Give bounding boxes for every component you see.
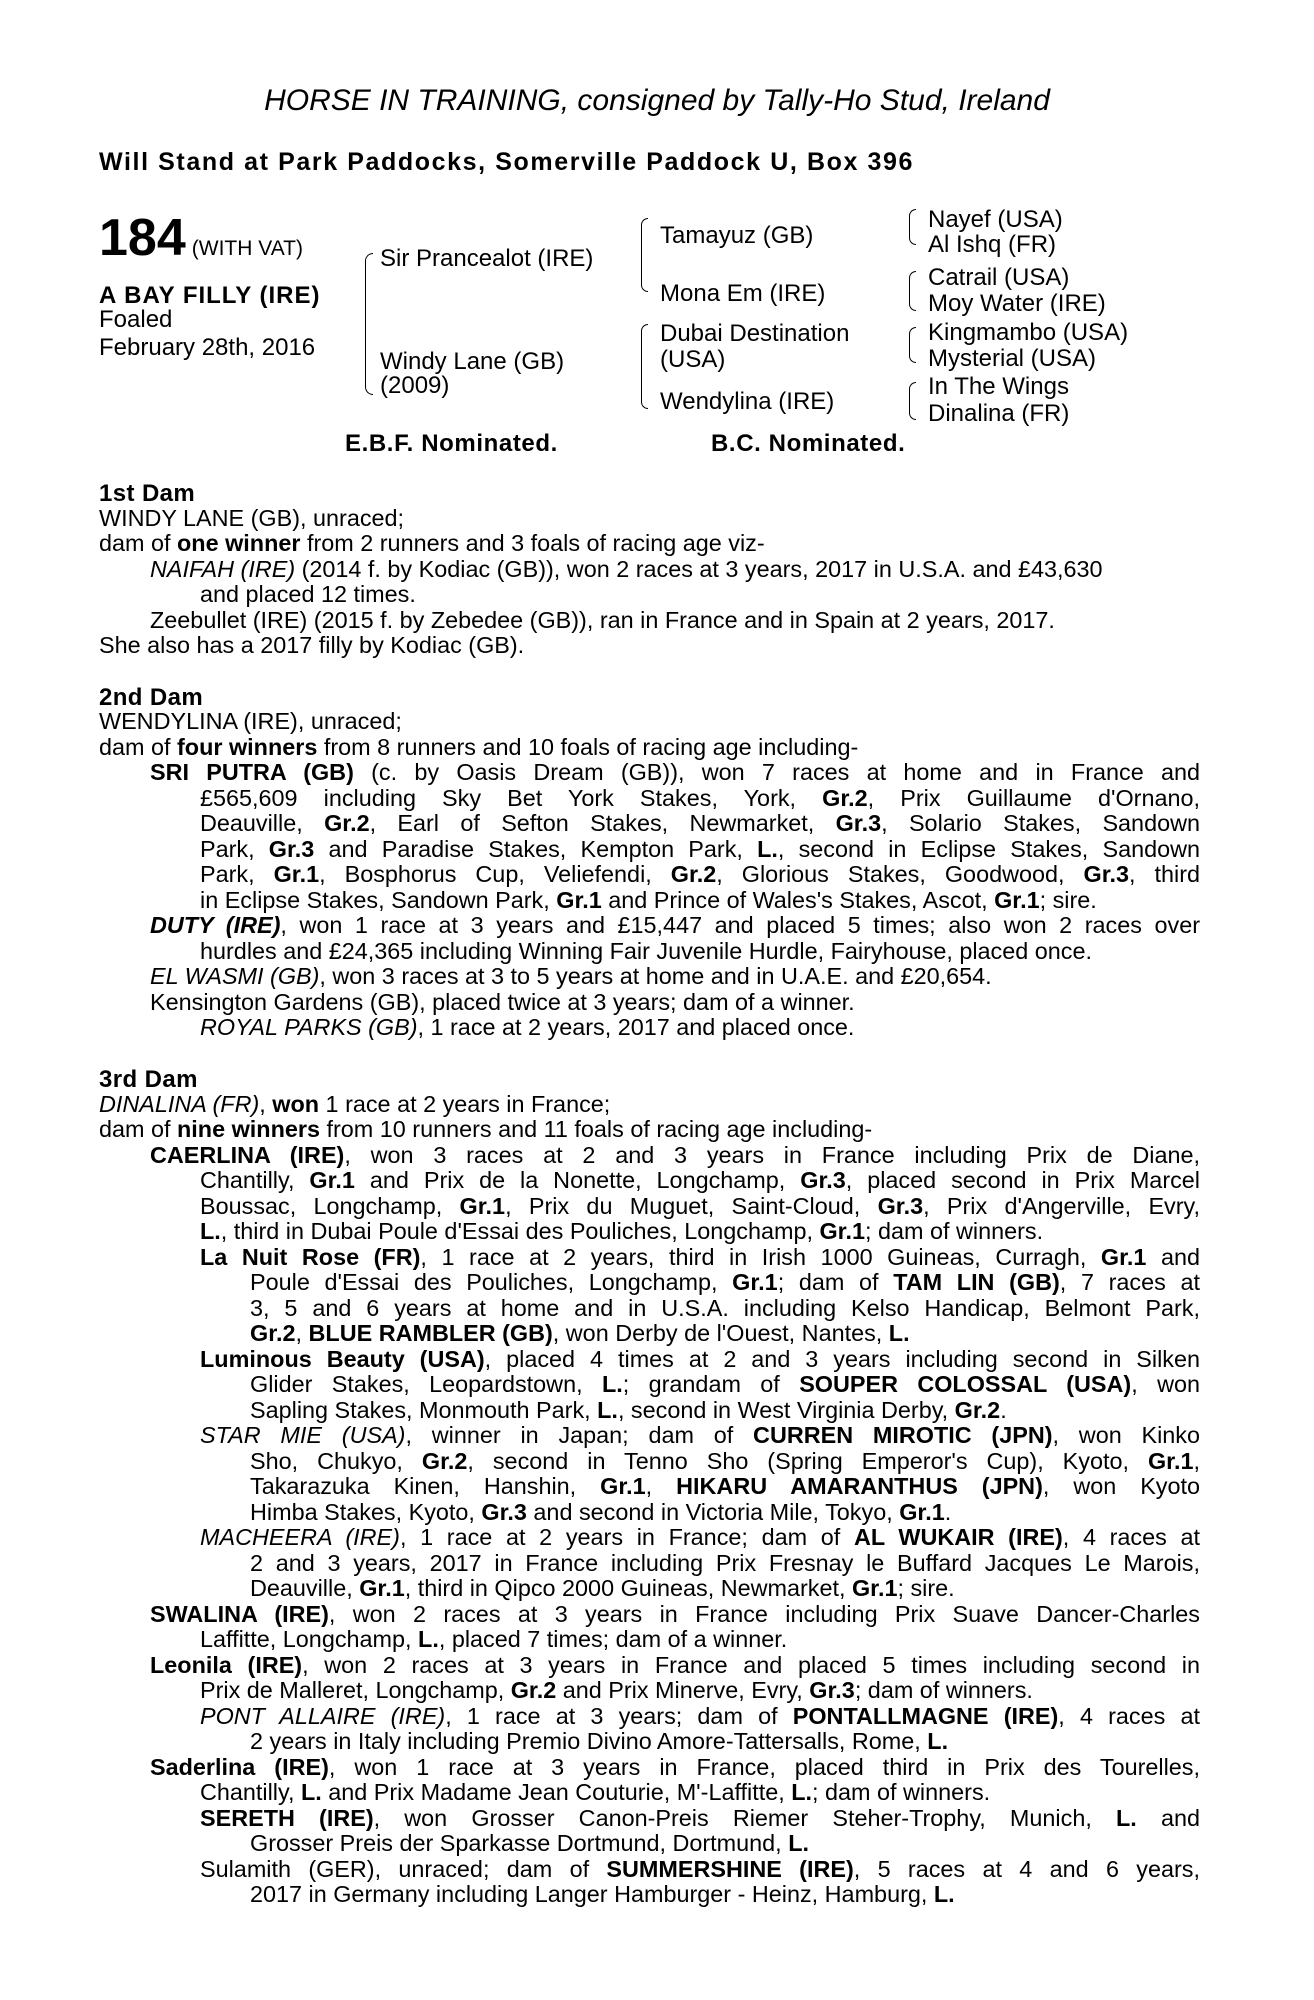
second-dam-produce: DUTY (IRE), won 1 race at 3 years and £15,447 and placed 5 times; also won 2 races over [150,912,1200,938]
first-dam-heading: 1st Dam [99,480,196,507]
second-dam-produce: ROYAL PARKS (GB), 1 race at 2 years, 2017 and placed once. [200,1014,855,1040]
page-header: HORSE IN TRAINING, consigned by Tally-Ho Stud, Ireland [264,84,1050,117]
foaled-label: Foaled [99,306,173,333]
third-dam-grandproduce-cont: 2 and 3 years, 2017 in France including Prix Fresnay le Buffard Jacques Le Marois, [250,1550,1200,1576]
second-dam-produce: SRI PUTRA (GB) (c. by Oasis Dream (GB)), won 7 races at home and in France and [150,759,1200,785]
third-dam-grandproduce-cont: 2 years in Italy including Premio Divino Amore-Tattersalls, Rome, L. [250,1728,949,1754]
stand-location: Will Stand at Park Paddocks, Somerville Paddock U, Box 396 [99,148,915,176]
pedigree-dam-year: (2009) [380,372,450,399]
third-dam-grandproduce-cont: Gr.2, BLUE RAMBLER (GB), won Derby de l'Ouest, Nantes, L. [250,1320,910,1346]
second-dam-line: WENDYLINA (IRE), unraced; [99,708,402,734]
third-dam-grandproduce: Sulamith (GER), unraced; dam of SUMMERSHINE (IRE), 5 races at 4 and 6 years, [200,1856,1200,1882]
third-dam-produce: SWALINA (IRE), won 2 races at 3 years in France including Prix Suave Dancer-Charles [150,1601,1200,1627]
first-dam-line: dam of one winner from 2 runners and 3 foals of racing age viz- [99,530,765,556]
pedigree-brace-sire [641,218,648,292]
third-dam-produce-cont: Chantilly, Gr.1 and Prix de la Nonette, Longchamp, Gr.3, placed second in Prix Marcel [200,1167,1201,1193]
second-dam-produce-cont: Park, Gr.1, Bosphorus Cup, Veliefendi, Gr.2, Glorious Stakes, Goodwood, Gr.3, third [200,861,1201,887]
third-dam-grandproduce-cont: Deauville, Gr.1, third in Qipco 2000 Guineas, Newmarket, Gr.1; sire. [250,1575,955,1601]
third-dam-grandproduce-cont: 3, 5 and 6 years at home and in U.S.A. including Kelso Handicap, Belmont Park, [250,1295,1200,1321]
pedigree-ddd: Dinalina (FR) [928,400,1070,427]
first-dam-produce: Zeebullet (IRE) (2015 f. by Zebedee (GB)), ran in France and in Spain at 2 years, 2017. [150,607,1055,633]
third-dam-line: dam of nine winners from 10 runners and 11 foals of racing age including- [99,1116,873,1142]
second-dam-produce-cont: Deauville, Gr.2, Earl of Sefton Stakes, Newmarket, Gr.3, Solario Stakes, Sandown [200,810,1200,836]
third-dam-heading: 3rd Dam [99,1066,198,1093]
pedigree-sire-dam: Mona Em (IRE) [660,280,826,307]
third-dam-grandproduce-cont: Grosser Preis der Sparkasse Dortmund, Dortmund, L. [250,1830,809,1856]
pedigree-dsd: Mysterial (USA) [928,345,1097,372]
third-dam-grandproduce: PONT ALLAIRE (IRE), 1 race at 3 years; dam of PONTALLMAGNE (IRE), 4 races at [200,1703,1200,1729]
second-dam-produce-cont: £565,609 including Sky Bet York Stakes, York, Gr.2, Prix Guillaume d'Ornano, [200,785,1200,811]
lot-name: A BAY FILLY (IRE) [99,282,321,309]
first-dam-produce-cont: and placed 12 times. [200,581,416,607]
ebf-nominated: E.B.F. Nominated. [345,430,558,457]
pedigree-dds: In The Wings [928,373,1069,400]
second-dam-heading: 2nd Dam [99,684,204,711]
third-dam-produce: CAERLINA (IRE), won 3 races at 2 and 3 years in France including Prix de Diane, [150,1142,1200,1168]
pedigree-brace-dam [641,324,648,409]
third-dam-produce-cont: Boussac, Longchamp, Gr.1, Prix du Muguet, Saint-Cloud, Gr.3, Prix d'Angerville, Evry, [200,1193,1200,1219]
pedigree-brace-dd [909,382,916,420]
pedigree-ssd: Al Ishq (FR) [928,231,1057,258]
foaled-date: February 28th, 2016 [99,334,316,361]
lot-number: 184 [99,209,186,267]
bc-nominated: B.C. Nominated. [711,430,906,457]
pedigree-brace-ss [909,209,916,245]
pedigree-sire: Sir Prancealot (IRE) [380,245,594,272]
pedigree-sss: Nayef (USA) [928,206,1063,233]
second-dam-produce-cont: in Eclipse Stakes, Sandown Park, Gr.1 and Prince of Wales's Stakes, Ascot, Gr.1; sire. [200,887,1097,913]
pedigree-sdd: Moy Water (IRE) [928,290,1106,317]
third-dam-produce-cont: L., third in Dubai Poule d'Essai des Pouliches, Longchamp, Gr.1; dam of winners. [200,1218,1044,1244]
third-dam-produce-cont: Laffitte, Longchamp, L., placed 7 times; dam of a winner. [200,1626,788,1652]
third-dam-grandproduce-cont: Glider Stakes, Leopardstown, L.; grandam of SOUPER COLOSSAL (USA), won [250,1371,1200,1397]
third-dam-line: DINALINA (FR), won 1 race at 2 years in France; [99,1091,611,1117]
third-dam-grandproduce-cont: Himba Stakes, Kyoto, Gr.3 and second in Victoria Mile, Tokyo, Gr.1. [250,1499,952,1525]
third-dam-grandproduce-cont: Sho, Chukyo, Gr.2, second in Tenno Sho (Spring Emperor's Cup), Kyoto, Gr.1, [250,1448,1200,1474]
pedigree-brace-ds [909,327,916,363]
third-dam-grandproduce-cont: Poule d'Essai des Pouliches, Longchamp, Gr.1; dam of TAM LIN (GB), 7 races at [250,1269,1200,1295]
pedigree-dam: Windy Lane (GB) [380,348,565,375]
third-dam-produce-cont: Prix de Malleret, Longchamp, Gr.2 and Prix Minerve, Evry, Gr.3; dam of winners. [200,1677,1033,1703]
third-dam-grandproduce: STAR MIE (USA), winner in Japan; dam of CURREN MIROTIC (JPN), won Kinko [200,1422,1201,1448]
first-dam-produce: NAIFAH (IRE) (2014 f. by Kodiac (GB)), won 2 races at 3 years, 2017 in U.S.A. and £43,630 [150,556,1103,582]
third-dam-grandproduce-cont: 2017 in Germany including Langer Hamburger - Heinz, Hamburg, L. [250,1881,955,1907]
pedigree-sire-sire: Tamayuz (GB) [660,222,814,249]
pedigree-brace-sd [909,271,916,311]
second-dam-line: dam of four winners from 8 runners and 10 foals of racing age including- [99,734,859,760]
second-dam-produce-cont: Park, Gr.3 and Paradise Stakes, Kempton Park, L., second in Eclipse Stakes, Sandown [200,836,1200,862]
pedigree-dam-dam: Wendylina (IRE) [660,388,835,415]
second-dam-produce-cont: hurdles and £24,365 including Winning Fair Juvenile Hurdle, Fairyhouse, placed once. [200,938,1092,964]
vat-note: (WITH VAT) [191,237,303,260]
third-dam-grandproduce: MACHEERA (IRE), 1 race at 2 years in France; dam of AL WUKAIR (IRE), 4 races at [200,1524,1200,1550]
third-dam-grandproduce-cont: Sapling Stakes, Monmouth Park, L., second in West Virginia Derby, Gr.2. [250,1397,1007,1423]
pedigree-dam-sire-origin: (USA) [660,346,726,373]
second-dam-produce: EL WASMI (GB), won 3 races at 3 to 5 years at home and in U.A.E. and £20,654. [150,963,992,989]
lot-number-block [99,208,303,268]
third-dam-grandproduce: Luminous Beauty (USA), placed 4 times at 2 and 3 years including second in Silken [200,1346,1201,1372]
second-dam-produce: Kensington Gardens (GB), placed twice at 3 years; dam of a winner. [150,989,855,1015]
first-dam-line: WINDY LANE (GB), unraced; [99,505,405,531]
pedigree-dss: Kingmambo (USA) [928,319,1129,346]
third-dam-grandproduce: SERETH (IRE), won Grosser Canon-Preis Riemer Steher-Trophy, Munich, L. and [200,1805,1200,1831]
pedigree-sds: Catrail (USA) [928,264,1070,291]
third-dam-produce: Saderlina (IRE), won 1 race at 3 years in France, placed third in Prix des Tourelles, [150,1754,1200,1780]
pedigree-dam-sire: Dubai Destination [660,320,850,347]
third-dam-produce-cont: Chantilly, L. and Prix Madame Jean Couturie, M'-Laffitte, L.; dam of winners. [200,1779,991,1805]
third-dam-grandproduce-cont: Takarazuka Kinen, Hanshin, Gr.1, HIKARU AMARANTHUS (JPN), won Kyoto [250,1473,1201,1499]
first-dam-note: She also has a 2017 filly by Kodiac (GB). [99,632,525,658]
pedigree-brace-gen1 [365,253,373,395]
third-dam-grandproduce: La Nuit Rose (FR), 1 race at 2 years, third in Irish 1000 Guineas, Curragh, Gr.1 and [200,1244,1201,1270]
third-dam-produce: Leonila (IRE), won 2 races at 3 years in France and placed 5 times including second in [150,1652,1200,1678]
